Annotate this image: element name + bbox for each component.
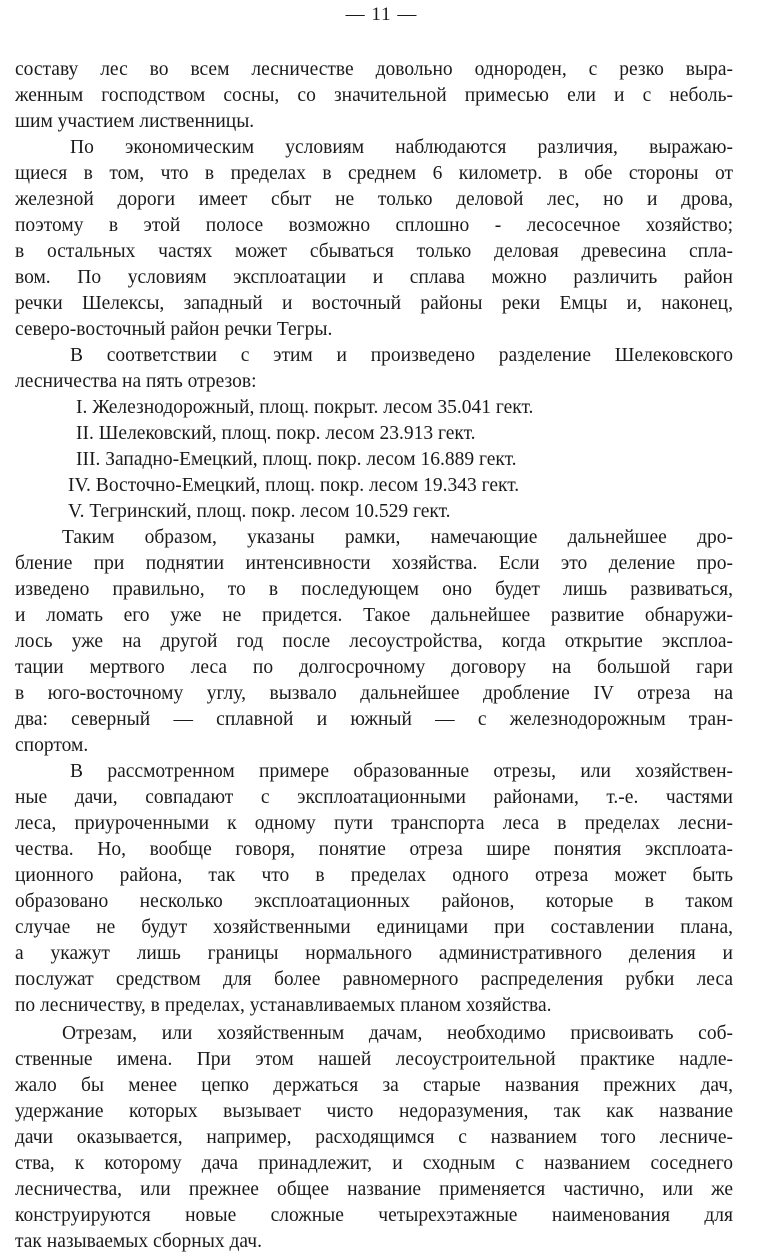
- text-line: Отрезам, или хозяйственным дачам, необходимо присвоивать соб-: [62, 1023, 733, 1044]
- text-line: образовано несколько эксплоатационных районов, которые в таком: [15, 891, 733, 912]
- text-line: северо-восточный район речки Тегры.: [15, 319, 333, 340]
- text-line: В соответствии с этим и произведено разделение Шелековского: [70, 345, 733, 366]
- text-line: два: северный — сплавной и южный — с железнодорожным тран-: [15, 709, 733, 730]
- text-line: в юго-восточному углу, вызвало дальнейшее дробление IV отреза на: [15, 683, 733, 704]
- text-line: II. Шелековский, площ. покр. лесом 23.913 гект.: [76, 423, 476, 444]
- text-line: тации мертвого леса по долгосрочному договору на большой гари: [15, 657, 733, 678]
- page-number: — 11 —: [345, 4, 418, 25]
- text-line: изведено правильно, то в последующем оно будет лишь развиваться,: [15, 579, 733, 600]
- text-line: лесничества, или прежнее общее название применяется частично, или же: [15, 1179, 733, 1200]
- text-line: а укажут лишь границы нормального административного деления и: [15, 943, 733, 964]
- text-line: женным господством сосны, со значительной примесью ели и с неболь-: [15, 85, 733, 106]
- text-line: речки Шелексы, западный и восточный районы реки Емцы и, наконец,: [15, 293, 733, 314]
- text-line: IV. Восточно-Емецкий, площ. покр. лесом 19.343 гект.: [68, 475, 520, 496]
- text-line: в остальных частях может сбываться только деловая древесина спла-: [15, 241, 733, 262]
- text-line: ционного района, так что в пределах одного отреза может быть: [15, 865, 733, 886]
- text-line: V. Тегринский, площ. покр. лесом 10.529 гект.: [68, 501, 451, 522]
- text-line: леса, приуроченными к одному пути транспорта леса в пределах лесни-: [15, 813, 733, 834]
- text-line: дачи оказывается, например, расходящимся с названием того лесниче-: [15, 1127, 733, 1148]
- text-line: III. Западно-Емецкий, площ. покр. лесом 16.889 гект.: [76, 449, 517, 470]
- text-line: вом. По условиям эксплоатации и сплава можно различить район: [15, 267, 733, 288]
- text-line: и ломать его уже не придется. Такое дальнейшее развитие обнаружи-: [15, 605, 733, 626]
- text-line: ства, к которому дача принадлежит, и сходным с названием соседнего: [15, 1153, 733, 1174]
- text-line: лесничества на пять отрезов:: [15, 371, 257, 392]
- text-line: поэтому в этой полосе возможно сплошно - лесосечное хозяйство;: [15, 215, 733, 236]
- text-line: случае не будут хозяйственными единицами при составлении плана,: [15, 917, 733, 938]
- text-line: составу лес во всем лесничестве довольно однороден, с резко выра-: [15, 59, 733, 80]
- text-line: так называемых сборных дач.: [15, 1231, 262, 1252]
- text-line: удержание которых вызывает чисто недоразумения, так как название: [15, 1101, 733, 1122]
- text-line: По экономическим условиям наблюдаются различия, выражаю-: [70, 137, 733, 158]
- text-line: жало бы менее цепко держаться за старые названия прежних дач,: [15, 1075, 733, 1096]
- text-line: конструируются новые сложные четырехэтажные наименования для: [15, 1205, 733, 1226]
- text-line: по лесничеству, в пределах, устанавливаемых планом хозяйства.: [15, 995, 552, 1016]
- text-line: спортом.: [15, 735, 89, 756]
- text-line: ные дачи, совпадают с эксплоатационными районами, т.-е. частями: [15, 787, 733, 808]
- text-line: послужат средством для более равномерного распределения рубки леса: [15, 969, 733, 990]
- text-line: щиеся в том, что в пределах в среднем 6 километр. в обе стороны от: [15, 163, 733, 184]
- text-line: I. Железнодорожный, площ. покрыт. лесом 35.041 гект.: [76, 397, 534, 418]
- text-line: шим участием лиственницы.: [15, 111, 255, 132]
- text-line: железной дороги имеет сбыт не только деловой лес, но и дрова,: [15, 189, 733, 210]
- text-line: чества. Но, вообще говоря, понятие отреза шире понятия эксплоата-: [15, 839, 733, 860]
- text-line: Таким образом, указаны рамки, намечающие дальнейшее дро-: [62, 527, 733, 548]
- text-line: В рассмотренном примере образованные отрезы, или хозяйствен-: [70, 761, 733, 782]
- text-line: бление при поднятии интенсивности хозяйства. Если это деление про-: [15, 553, 733, 574]
- text-line: ственные имена. При этом нашей лесоустроительной практике надле-: [15, 1049, 733, 1070]
- text-line: лось уже на другой год после лесоустройства, когда открытие эксплоа-: [15, 631, 733, 652]
